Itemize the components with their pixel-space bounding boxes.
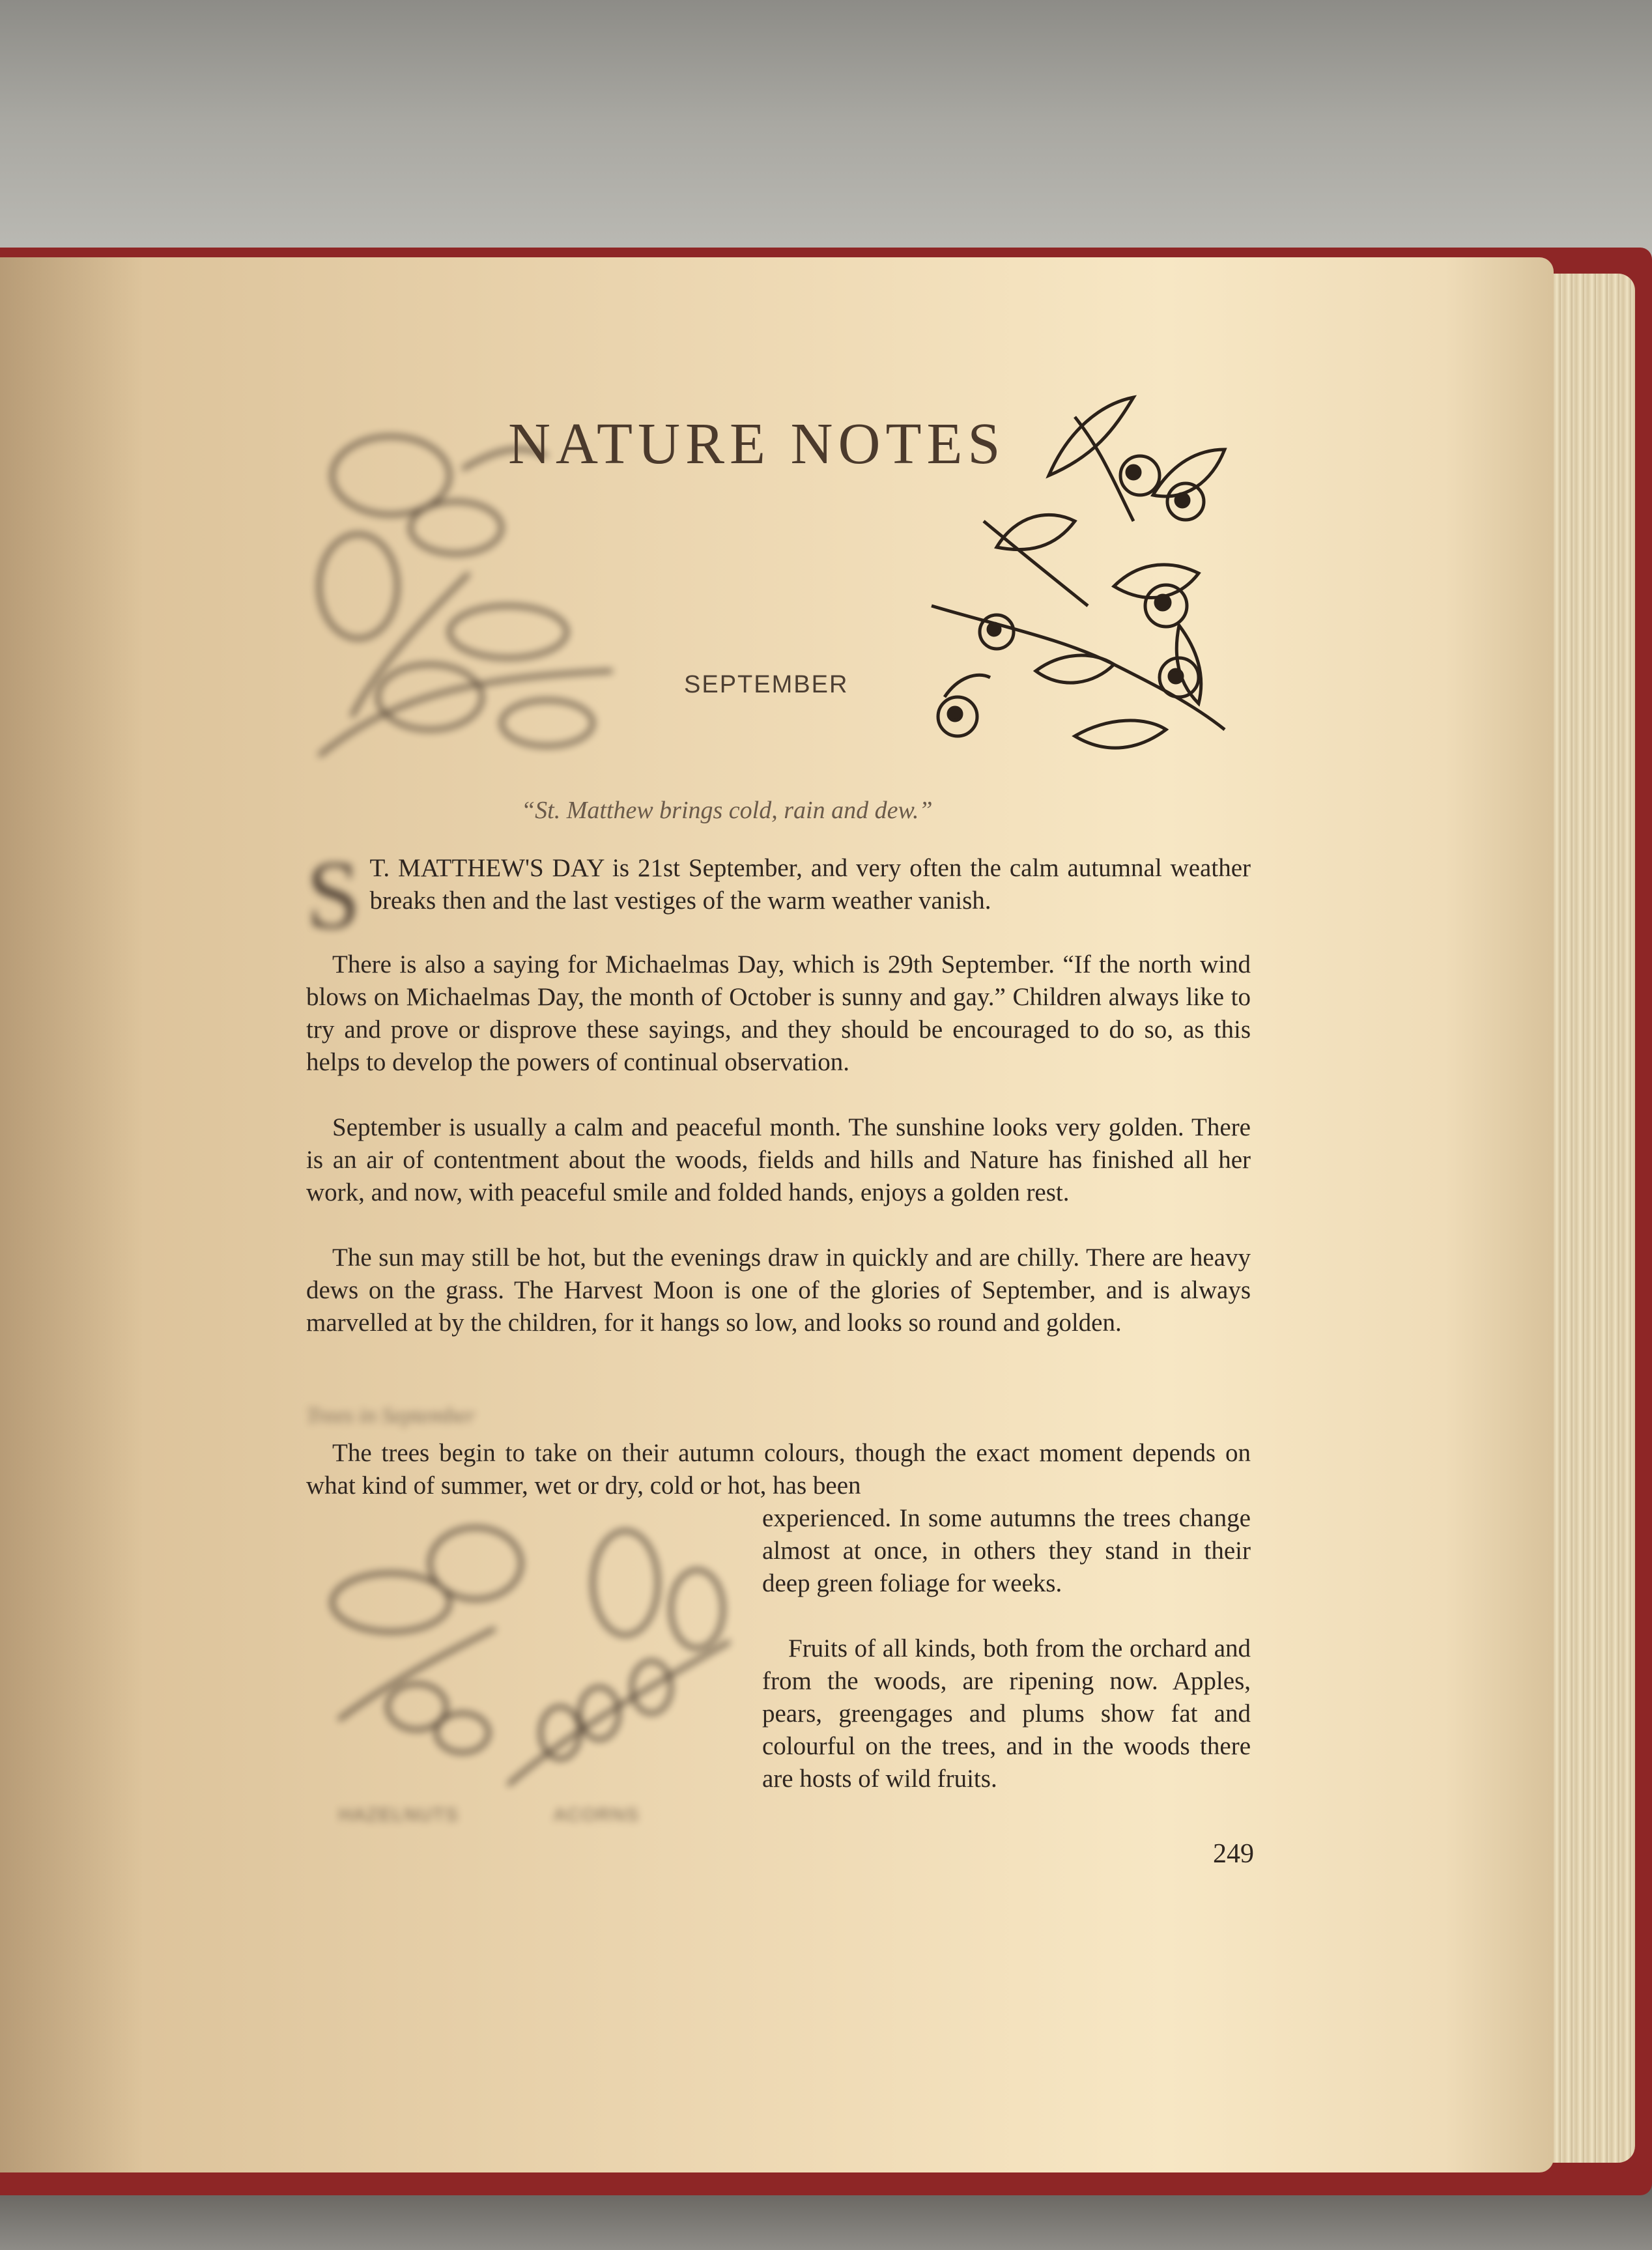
trees-paragraph-top: The trees begin to take on their autumn colours, though the exact moment depends on what kind of summer, wet or dry, cold or hot, has been (306, 1439, 1251, 1500)
book-page (0, 257, 1554, 2172)
drop-cap: S (306, 841, 361, 949)
trees-paragraph-rest: experienced. In some autumns the trees change almost at once, in others they stand in their deep green foliage for weeks. (762, 1504, 1251, 1597)
page-title: NATURE NOTES (508, 412, 1006, 476)
page-number: 249 (1213, 1839, 1254, 1869)
scanner-background-top (0, 0, 1652, 274)
floral-ornament-right (919, 391, 1244, 782)
subheading-trees: Trees in September (306, 1404, 476, 1428)
gutter-shadow (0, 257, 143, 2172)
paragraph-4: The sun may still be hot, but the evenings draw in quickly and are chilly. There are heavy dews on the grass. The Harvest Moon is one of the glories of September, and is always marvelled at by the children, for it hangs so low, and looks so round and golden. (306, 1244, 1251, 1337)
epigraph: “St. Matthew brings cold, rain and dew.” (521, 797, 933, 824)
paragraph-1 (306, 841, 1251, 949)
caption-acorns: ACORNS (554, 1804, 640, 1825)
paragraph-2: There is also a saying for Michaelmas Day, which is 29th September. “If the north wind blows on Michaelmas Day, the month of October is sunny and gay.” Children always like to try and prove or disprove these sayings, and they should be encouraged to do so, as this helps to develop the powers of continual observation. (306, 950, 1251, 1076)
caption-hazelnuts: HAZELNUTS (339, 1804, 459, 1825)
hazelnut-acorn-illustration (313, 1524, 756, 1798)
paragraph-3: September is usually a calm and peaceful month. The sunshine looks very golden. There is an air of contentment about the woods, fields and hills and Nature has finished all her work, and now, with peaceful smile and folded hands, enjoys a golden rest. (306, 1113, 1251, 1206)
fruits-paragraph: Fruits of all kinds, both from the orchard and from the woods, are ripening now. Apples, pears, greengages and plums show fat and colourful on the trees, and in the woods there are hosts of wild fruits. (762, 1634, 1251, 1793)
month-heading: SEPTEMBER (684, 671, 849, 698)
paragraph-1-text: T. MATTHEW'S DAY is 21st September, and very often the calm autumnal weather breaks then and the last vestiges of the warm weather vanish. (369, 854, 1251, 915)
